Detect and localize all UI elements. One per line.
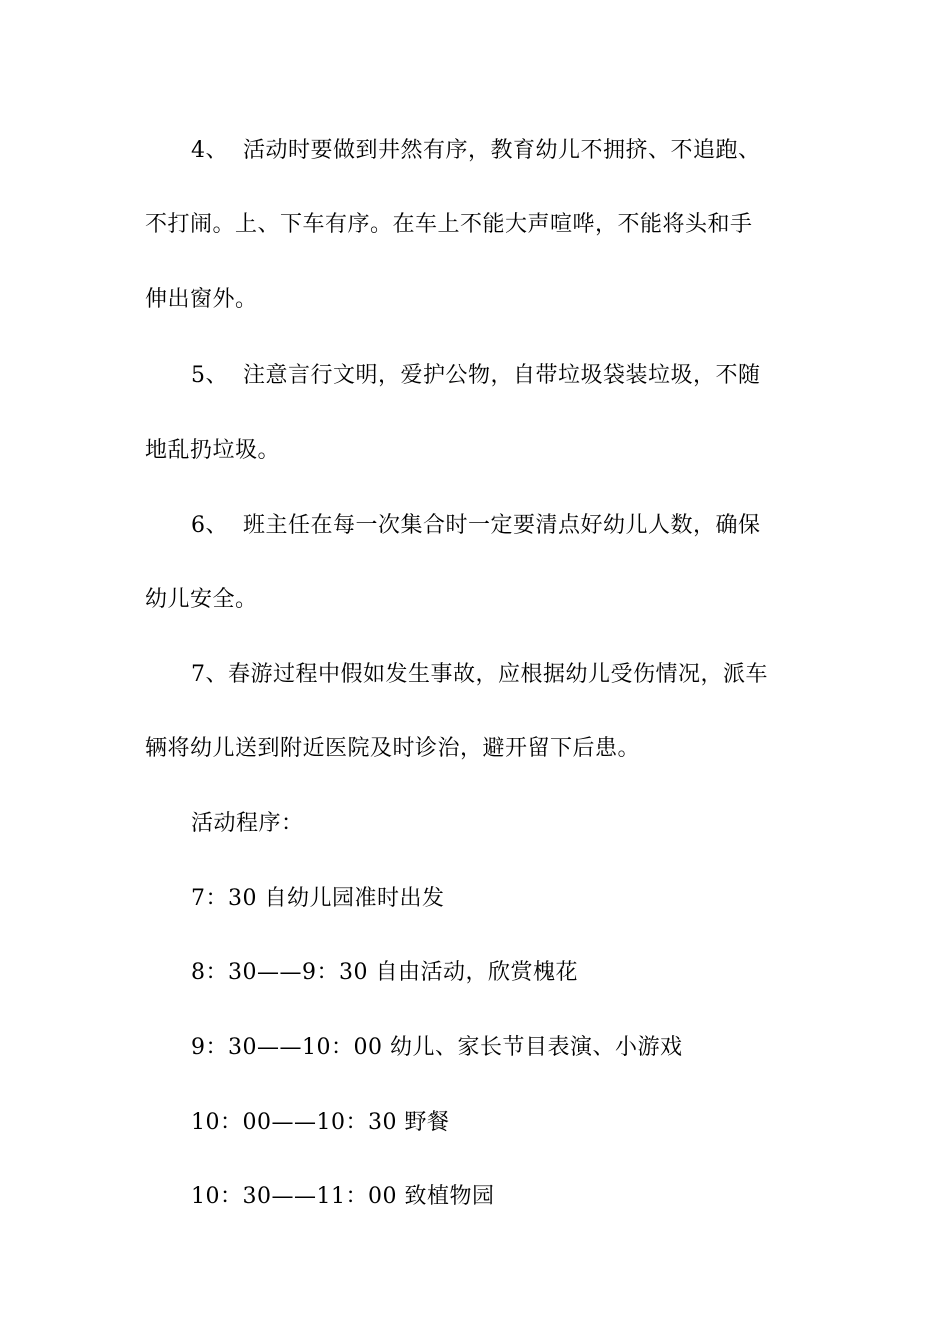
item-5-line-1 bbox=[191, 361, 761, 391]
schedule-entry: 8：30——9：30 自由活动，欣赏槐花 bbox=[191, 960, 578, 985]
item-6-line-2: 幼儿安全。 bbox=[145, 587, 258, 612]
schedule-entry: 10：30——11：00 致植物园 bbox=[191, 1184, 495, 1209]
item-6-text: 班主任在每一次集合时一定要清点好幼儿人数，确保 bbox=[243, 513, 761, 538]
item-5-text: 注意言行文明，爱护公物，自带垃圾袋装垃圾，不随 bbox=[243, 363, 761, 388]
schedule-heading: 活动程序： bbox=[191, 811, 304, 836]
schedule-entry: 7：30 自幼儿园准时出发 bbox=[191, 886, 445, 911]
item-4-line-2: 不打闹。上、下车有序。在车上不能大声喧哗，不能将头和手 bbox=[145, 212, 753, 237]
item-4-line-1 bbox=[191, 136, 761, 166]
item-5-number: 5、 bbox=[191, 363, 228, 388]
item-6-number: 6、 bbox=[191, 513, 228, 538]
schedule-entry: 9：30——10：00 幼儿、家长节目表演、小游戏 bbox=[191, 1035, 683, 1060]
item-4-text: 活动时要做到井然有序，教育幼儿不拥挤、不追跑、 bbox=[243, 138, 761, 163]
item-6-line-1 bbox=[191, 511, 761, 541]
item-7-line-1: 7、春游过程中假如发生事故，应根据幼儿受伤情况，派车 bbox=[191, 662, 768, 687]
item-4-line-3: 伸出窗外。 bbox=[145, 287, 258, 312]
schedule-entry: 10：00——10：30 野餐 bbox=[191, 1110, 450, 1135]
item-4-number: 4、 bbox=[191, 138, 228, 163]
item-5-line-2: 地乱扔垃圾。 bbox=[145, 438, 281, 463]
item-7-line-2: 辆将幼儿送到附近医院及时诊治，避开留下后患。 bbox=[145, 736, 641, 761]
